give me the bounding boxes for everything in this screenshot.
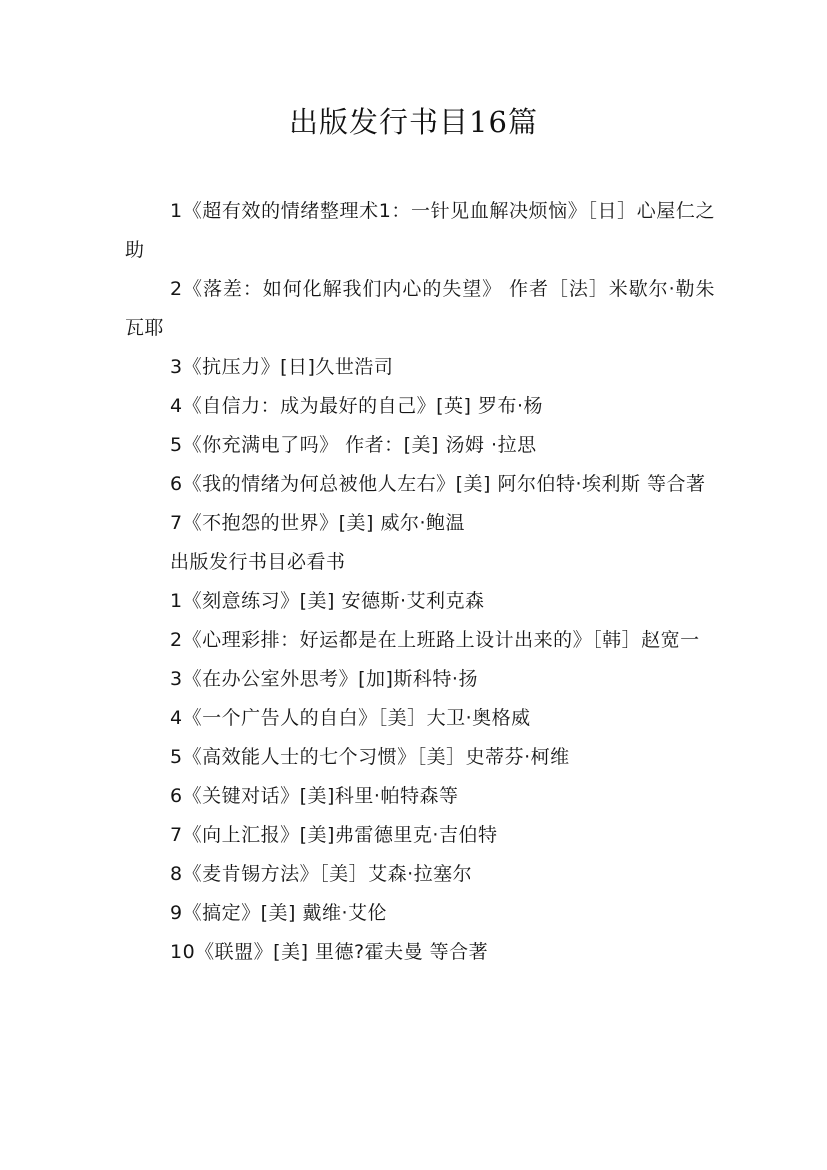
list-item: 9《搞定》[美] 戴维·艾伦: [170, 902, 387, 924]
list-item: 4《自信力：成为最好的自己》[英] 罗布·杨: [170, 395, 543, 417]
list-item: 6《我的情绪为何总被他人左右》[美] 阿尔伯特·埃利斯 等合著: [170, 473, 706, 495]
list-item: 3《在办公室外思考》[加]斯科特·扬: [170, 668, 478, 690]
list-item: 6《关键对话》[美]科里·帕特森等: [170, 785, 459, 807]
list-item: 10《联盟》[美] 里德?霍夫曼 等合著: [170, 941, 489, 963]
list-item: 2《落差：如何化解我们内心的失望》 作者［法］米歇尔·勒朱瓦耶: [125, 278, 715, 339]
list-item: 8《麦肯锡方法》［美］艾森·拉塞尔: [170, 863, 473, 885]
list-item: 7《不抱怨的世界》[美] 威尔·鲍温: [170, 512, 465, 534]
list-item: 7《向上汇报》[美]弗雷德里克·吉伯特: [170, 824, 498, 846]
book-list: [125, 192, 715, 972]
list-item: 5《你充满电了吗》 作者：[美] 汤姆 ·拉思: [170, 434, 537, 456]
list-item: 3《抗压力》[日]久世浩司: [170, 356, 394, 378]
list-item: 1《刻意练习》[美] 安德斯·艾利克森: [170, 590, 485, 612]
list-item: 5《高效能人士的七个习惯》［美］史蒂芬·柯维: [170, 746, 570, 768]
page-title: 出版发行书目16篇: [289, 105, 538, 139]
list-item: 2《心理彩排：好运都是在上班路上设计出来的》［韩］赵宽一: [170, 629, 700, 651]
list-item: 1《超有效的情绪整理术1：一针见血解决烦恼》［日］心屋仁之助: [125, 200, 715, 261]
list-item: 4《一个广告人的自白》［美］大卫·奥格威: [170, 707, 531, 729]
section-heading: 出版发行书目必看书: [170, 551, 346, 573]
